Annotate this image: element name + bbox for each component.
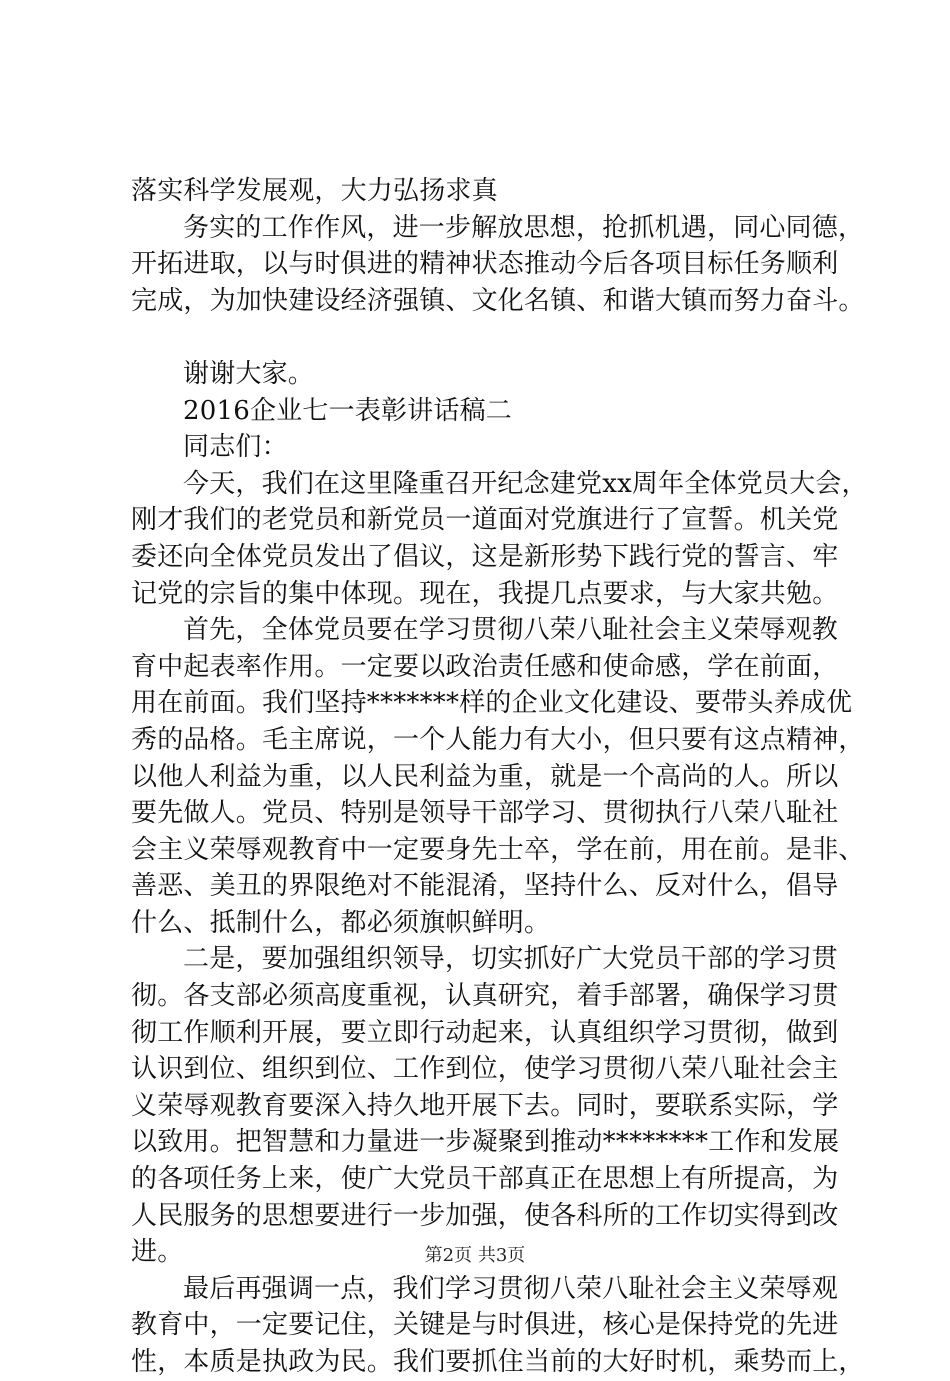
text-line: 记党的宗旨的集中体现。现在，我提几点要求，与大家共勉。	[131, 578, 839, 609]
text-line: 会主义荣辱观教育中一定要身先士卒，学在前，用在前。是非、	[131, 834, 865, 865]
text-line: 要先做人。党员、特别是领导干部学习、贯彻执行八荣八耻社	[131, 798, 839, 829]
text-line: 教育中，一定要记住，关键是与时俱进，核心是保持党的先进	[131, 1310, 839, 1341]
text-line: 什么、抵制什么，都必须旗帜鲜明。	[131, 907, 551, 938]
text-line: 彻。各支部必须高度重视，认真研究，着手部署，确保学习贯	[131, 981, 839, 1012]
text-line: 今天，我们在这里隆重召开纪念建党xx周年全体党员大会，	[183, 468, 868, 499]
text-line: 人民服务的思想要进行一步加强，使各科所的工作切实得到改	[131, 1200, 839, 1231]
text-line: 性，本质是执政为民。我们要抓住当前的大好时机，乘势而上，	[131, 1347, 865, 1377]
text-line: 二是，要加强组织领导，切实抓好广大党员干部的学习贯	[183, 944, 839, 975]
text-line: 秀的品格。毛主席说，一个人能力有大小，但只要有这点精神，	[131, 724, 865, 755]
text-line: 首先，全体党员要在学习贯彻八荣八耻社会主义荣辱观教	[183, 615, 839, 646]
text-line: 务实的工作作风，进一步解放思想，抢抓机遇，同心同德，	[183, 212, 865, 243]
page-footer: 第2页 共3页	[424, 1245, 526, 1266]
text-line: 开拓进取，以与时俱进的精神状态推动今后各项目标任务顺利	[131, 249, 839, 280]
text-line: 彻工作顺利开展，要立即行动起来，认真组织学习贯彻，做到	[131, 1017, 839, 1048]
text-line: 育中起表率作用。一定要以政治责任感和使命感，学在前面，	[131, 651, 839, 682]
blank-line	[131, 319, 851, 356]
text-line: 同志们：	[183, 432, 288, 463]
text-line: 用在前面。我们坚持*******样的企业文化建设、要带头养成优	[131, 688, 853, 719]
text-line: 善恶、美丑的界限绝对不能混淆，坚持什么、反对什么，倡导	[131, 871, 839, 902]
text-line: 以他人利益为重，以人民利益为重，就是一个高尚的人。所以	[131, 761, 839, 792]
text-line: 完成，为加快建设经济强镇、文化名镇、和谐大镇而努力奋斗。	[131, 285, 865, 316]
text-line: 认识到位、组织到位、工作到位，使学习贯彻八荣八耻社会主	[131, 1054, 839, 1085]
text-line: 进。	[131, 1237, 184, 1268]
text-line: 最后再强调一点，我们学习贯彻八荣八耻社会主义荣辱观	[183, 1273, 839, 1304]
text-line: 2016企业七一表彰讲话稿二	[183, 395, 512, 426]
text-line: 义荣辱观教育要深入持久地开展下去。同时，要联系实际，学	[131, 1090, 839, 1121]
text-line: 谢谢大家。	[183, 358, 315, 389]
text-line: 以致用。把智慧和力量进一步凝聚到推动********工作和发展	[131, 1127, 840, 1158]
text-line: 刚才我们的老党员和新党员一道面对党旗进行了宣誓。机关党	[131, 505, 839, 536]
text-line: 的各项任务上来，使广大党员干部真正在思想上有所提高，为	[131, 1164, 839, 1195]
text-line: 委还向全体党员发出了倡议，这是新形势下践行党的誓言、牢	[131, 541, 839, 572]
document-body	[131, 173, 868, 1381]
text-line: 落实科学发展观，大力弘扬求真	[131, 176, 498, 206]
